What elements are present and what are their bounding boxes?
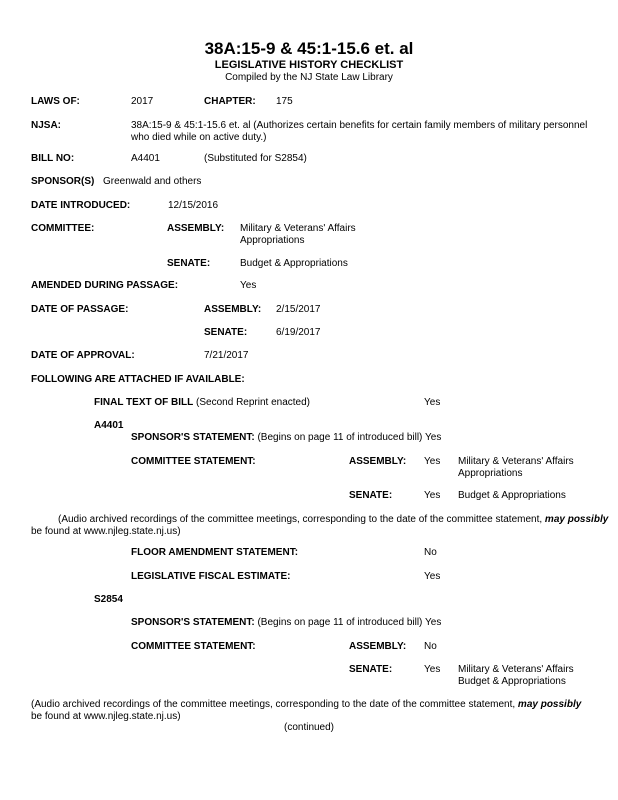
njsa-label: NJSA: [31, 120, 62, 131]
s2854-senate-committee-line2: Budget & Appropriations [458, 676, 566, 687]
final-text-value: Yes [424, 397, 441, 408]
s2854-senate-label: SENATE: [349, 664, 393, 675]
date-introduced-label: DATE INTRODUCED: [31, 200, 131, 211]
passage-senate-value: 6/19/2017 [276, 327, 321, 338]
amended-label: AMENDED DURING PASSAGE: [31, 280, 179, 291]
laws-of-label: LAWS OF: [31, 96, 80, 107]
passage-senate-label: SENATE: [204, 327, 248, 338]
committee-senate-value: Budget & Appropriations [240, 258, 348, 269]
s2854-sponsor-row [131, 617, 441, 629]
a4401-sponsor-note: (Begins on page 11 of introduced bill) [257, 432, 423, 443]
s2854-assembly-value: No [424, 641, 437, 652]
bill-no-value: A4401 [131, 153, 160, 164]
compiled-by: Compiled by the NJ State Law Library [225, 72, 393, 83]
s2854-heading: S2854 [94, 594, 123, 605]
committee-assembly-line2: Appropriations [240, 235, 305, 246]
bill-no-label: BILL NO: [31, 153, 75, 164]
laws-of-value: 2017 [131, 96, 154, 107]
chapter-value: 175 [276, 96, 293, 107]
s2854-sponsor-value: Yes [425, 617, 442, 628]
sponsor-value: Greenwald and others [103, 176, 202, 187]
committee-senate-label: SENATE: [167, 258, 211, 269]
a4401-floor-value: No [424, 547, 437, 558]
a4401-assembly-committee-line2: Appropriations [458, 468, 523, 479]
a4401-heading: A4401 [94, 420, 124, 431]
final-text-note: (Second Reprint enacted) [196, 397, 311, 408]
a4401-senate-value: Yes [424, 490, 441, 501]
passage-assembly-label: ASSEMBLY: [204, 304, 262, 315]
final-text-label: FINAL TEXT OF BILL [94, 397, 194, 408]
committee-label: COMMITTEE: [31, 223, 95, 234]
date-introduced-value: 12/15/2016 [168, 200, 219, 211]
s2854-committee-label: COMMITTEE STATEMENT: [131, 641, 256, 652]
attached-heading: FOLLOWING ARE ATTACHED IF AVAILABLE: [31, 374, 245, 385]
a4401-senate-label: SENATE: [349, 490, 393, 501]
a4401-sponsor-row [131, 432, 441, 444]
a4401-audio-note-a: (Audio archived recordings of the committee meetings, corresponding to the date of the committee statement, [58, 514, 545, 525]
date-of-approval-label: DATE OF APPROVAL: [31, 350, 135, 361]
s2854-senate-value: Yes [424, 664, 441, 675]
a4401-audio-note-b: be found at www.njleg.state.nj.us) [31, 526, 181, 537]
a4401-audio-note-em: may possibly [544, 514, 609, 525]
a4401-audio-note-line1 [58, 514, 608, 526]
a4401-sponsor-value: Yes [425, 432, 442, 443]
chapter-label: CHAPTER: [204, 96, 256, 107]
s2854-sponsor-label: SPONSOR'S STATEMENT: [131, 617, 255, 628]
continued-note: (continued) [283, 722, 335, 733]
bill-no-note: (Substituted for S2854) [204, 153, 307, 164]
a4401-sponsor-label: SPONSOR'S STATEMENT: [131, 432, 255, 443]
s2854-audio-note-a: (Audio archived recordings of the committee meetings, corresponding to the date of the committee statement, [31, 699, 518, 710]
s2854-audio-note-em: may possibly [517, 699, 582, 710]
s2854-senate-committee-line1: Military & Veterans' Affairs [458, 664, 574, 675]
s2854-audio-note-b: be found at www.njleg.state.nj.us) [31, 711, 181, 722]
a4401-assembly-value: Yes [424, 456, 441, 467]
final-text-row [94, 397, 310, 409]
page-subtitle: LEGISLATIVE HISTORY CHECKLIST [214, 59, 404, 71]
a4401-assembly-committee-line1: Military & Veterans' Affairs [458, 456, 574, 467]
committee-assembly-label: ASSEMBLY: [167, 223, 225, 234]
s2854-assembly-label: ASSEMBLY: [349, 641, 407, 652]
amended-value: Yes [240, 280, 257, 291]
s2854-audio-note-line1 [31, 699, 581, 711]
page-title: 38A:15-9 & 45:1-15.6 et. al [204, 39, 414, 58]
s2854-sponsor-note: (Begins on page 11 of introduced bill) [257, 617, 423, 628]
committee-assembly-line1: Military & Veterans' Affairs [240, 223, 356, 234]
a4401-fiscal-label: LEGISLATIVE FISCAL ESTIMATE: [131, 571, 291, 582]
passage-assembly-value: 2/15/2017 [276, 304, 321, 315]
sponsor-label: SPONSOR(S) [31, 176, 95, 187]
a4401-fiscal-value: Yes [424, 571, 441, 582]
date-of-passage-label: DATE OF PASSAGE: [31, 304, 129, 315]
date-of-approval-value: 7/21/2017 [204, 350, 249, 361]
a4401-senate-committee: Budget & Appropriations [458, 490, 566, 501]
a4401-committee-label: COMMITTEE STATEMENT: [131, 456, 256, 467]
a4401-floor-label: FLOOR AMENDMENT STATEMENT: [131, 547, 299, 558]
a4401-assembly-label: ASSEMBLY: [349, 456, 407, 467]
njsa-value: 38A:15-9 & 45:1-15.6 et. al (Authorizes certain benefits for certain family members of military personnel who died while on active duty.) [131, 120, 588, 143]
